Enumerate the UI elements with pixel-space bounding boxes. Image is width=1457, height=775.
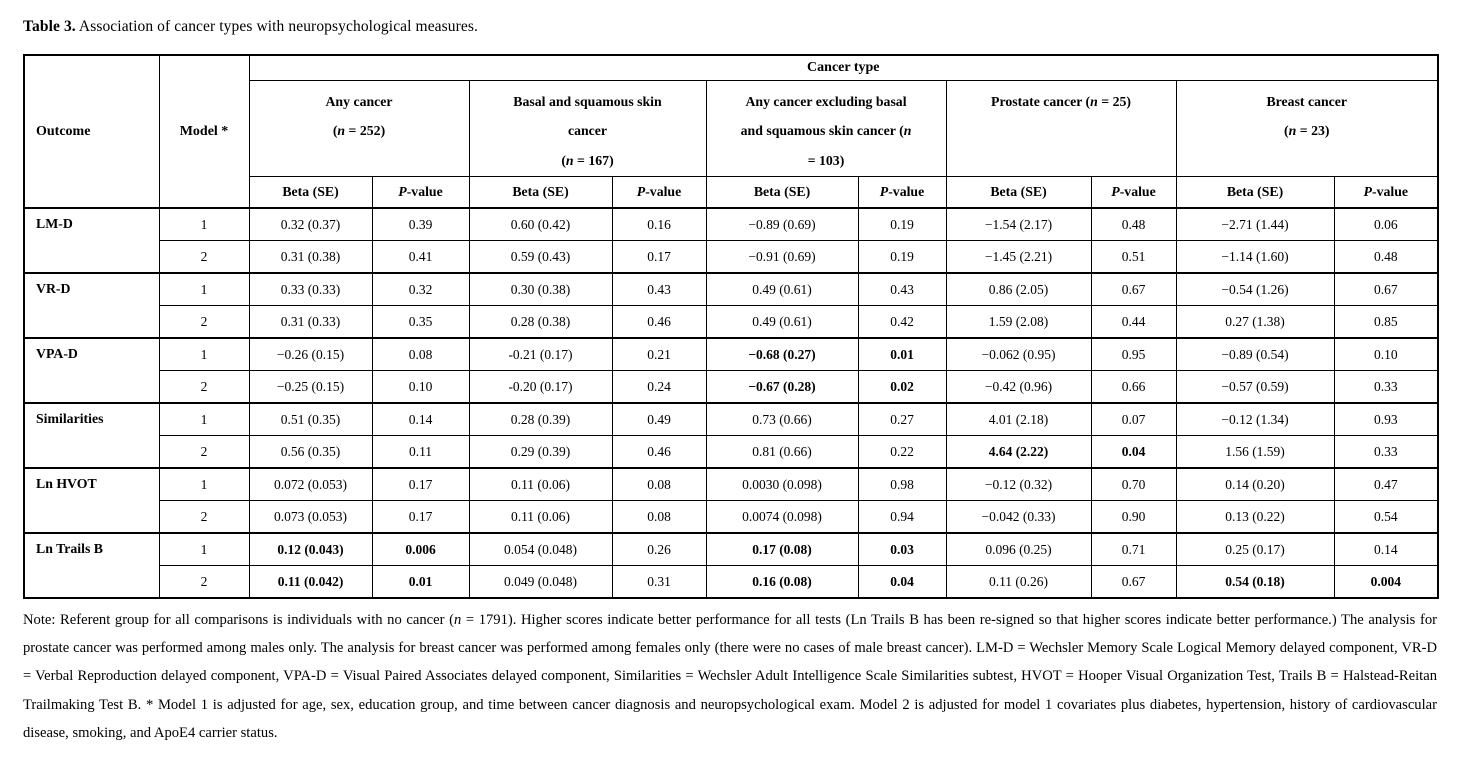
table-row-vr-d-model-2 — [24, 306, 1438, 339]
beta-cell-prostate-cancer: 0.096 (0.25) — [946, 533, 1091, 566]
beta-cell-prostate-cancer: 4.01 (2.18) — [946, 403, 1091, 436]
p-value-cell-any-cancer-excluding-basal-squamous: 0.42 — [858, 306, 946, 339]
outcome-label-lm-d: LM-D — [24, 208, 159, 273]
p-value-cell-breast-cancer: 0.10 — [1334, 338, 1438, 371]
p-value-cell-breast-cancer: 0.93 — [1334, 403, 1438, 436]
beta-cell-breast-cancer: 0.54 (0.18) — [1176, 566, 1334, 599]
table-row-ln-trails-b-model-2 — [24, 566, 1438, 599]
beta-cell-any-cancer: 0.31 (0.33) — [249, 306, 372, 339]
p-value-cell-prostate-cancer: 0.04 — [1091, 436, 1176, 469]
p-value-cell-any-cancer-excluding-basal-squamous: 0.27 — [858, 403, 946, 436]
beta-cell-basal-squamous-skin-cancer: 0.049 (0.048) — [469, 566, 612, 599]
beta-cell-any-cancer-excluding-basal-squamous: −0.89 (0.69) — [706, 208, 858, 241]
p-value-cell-any-cancer-excluding-basal-squamous: 0.43 — [858, 273, 946, 306]
p-value-cell-breast-cancer: 0.85 — [1334, 306, 1438, 339]
model-column-header: Model * — [159, 55, 249, 208]
model-number: 2 — [159, 501, 249, 534]
beta-cell-breast-cancer: −0.57 (0.59) — [1176, 371, 1334, 404]
model-number: 1 — [159, 403, 249, 436]
model-number: 2 — [159, 306, 249, 339]
p-value-cell-breast-cancer: 0.54 — [1334, 501, 1438, 534]
p-value-cell-basal-squamous-skin-cancer: 0.08 — [612, 468, 706, 501]
beta-se-header-any-cancer-excluding-basal-squamous: Beta (SE) — [706, 176, 858, 208]
p-value-cell-breast-cancer: 0.48 — [1334, 241, 1438, 274]
p-value-cell-any-cancer: 0.39 — [372, 208, 469, 241]
p-value-cell-any-cancer-excluding-basal-squamous: 0.19 — [858, 208, 946, 241]
beta-cell-prostate-cancer: −1.45 (2.21) — [946, 241, 1091, 274]
p-value-cell-basal-squamous-skin-cancer: 0.08 — [612, 501, 706, 534]
outcome-label-vr-d: VR-D — [24, 273, 159, 338]
beta-cell-basal-squamous-skin-cancer: 0.60 (0.42) — [469, 208, 612, 241]
p-value-cell-breast-cancer: 0.06 — [1334, 208, 1438, 241]
beta-cell-breast-cancer: 0.25 (0.17) — [1176, 533, 1334, 566]
p-value-cell-any-cancer: 0.01 — [372, 566, 469, 599]
p-value-cell-prostate-cancer: 0.51 — [1091, 241, 1176, 274]
p-value-header-basal-squamous-skin-cancer: P-value — [612, 176, 706, 208]
column-group-breast-cancer: Breast cancer (n = 23) — [1176, 80, 1438, 176]
beta-cell-any-cancer: −0.25 (0.15) — [249, 371, 372, 404]
cancer-type-header: Cancer type — [249, 55, 1438, 80]
beta-cell-any-cancer: 0.32 (0.37) — [249, 208, 372, 241]
beta-cell-breast-cancer: −0.89 (0.54) — [1176, 338, 1334, 371]
beta-cell-basal-squamous-skin-cancer: 0.11 (0.06) — [469, 468, 612, 501]
p-value-cell-any-cancer: 0.14 — [372, 403, 469, 436]
model-number: 1 — [159, 208, 249, 241]
beta-cell-basal-squamous-skin-cancer: 0.29 (0.39) — [469, 436, 612, 469]
beta-cell-any-cancer: 0.072 (0.053) — [249, 468, 372, 501]
p-value-cell-breast-cancer: 0.33 — [1334, 436, 1438, 469]
table-body — [24, 208, 1438, 598]
beta-cell-any-cancer: 0.31 (0.38) — [249, 241, 372, 274]
beta-cell-any-cancer: 0.56 (0.35) — [249, 436, 372, 469]
p-value-cell-basal-squamous-skin-cancer: 0.46 — [612, 436, 706, 469]
p-value-cell-any-cancer: 0.006 — [372, 533, 469, 566]
beta-cell-breast-cancer: 0.27 (1.38) — [1176, 306, 1334, 339]
outcome-label-ln-trails-b: Ln Trails B — [24, 533, 159, 598]
p-value-cell-prostate-cancer: 0.48 — [1091, 208, 1176, 241]
beta-cell-breast-cancer: −0.12 (1.34) — [1176, 403, 1334, 436]
table-row-ln-trails-b-model-1 — [24, 533, 1438, 566]
column-group-basal-squamous-skin-cancer: Basal and squamous skin cancer (n = 167) — [469, 80, 706, 176]
outcome-column-header: Outcome — [24, 55, 159, 208]
p-value-header-prostate-cancer: P-value — [1091, 176, 1176, 208]
beta-cell-any-cancer: −0.26 (0.15) — [249, 338, 372, 371]
p-value-cell-prostate-cancer: 0.66 — [1091, 371, 1176, 404]
p-value-cell-basal-squamous-skin-cancer: 0.24 — [612, 371, 706, 404]
model-number: 1 — [159, 273, 249, 306]
p-value-cell-any-cancer: 0.08 — [372, 338, 469, 371]
beta-cell-basal-squamous-skin-cancer: 0.30 (0.38) — [469, 273, 612, 306]
p-value-cell-breast-cancer: 0.004 — [1334, 566, 1438, 599]
p-value-cell-basal-squamous-skin-cancer: 0.21 — [612, 338, 706, 371]
p-value-cell-any-cancer: 0.10 — [372, 371, 469, 404]
model-number: 1 — [159, 533, 249, 566]
outcome-label-vpa-d: VPA-D — [24, 338, 159, 403]
p-value-header-breast-cancer: P-value — [1334, 176, 1438, 208]
p-value-cell-breast-cancer: 0.67 — [1334, 273, 1438, 306]
p-value-cell-basal-squamous-skin-cancer: 0.49 — [612, 403, 706, 436]
p-value-cell-basal-squamous-skin-cancer: 0.31 — [612, 566, 706, 599]
p-value-cell-any-cancer-excluding-basal-squamous: 0.98 — [858, 468, 946, 501]
beta-cell-prostate-cancer: −0.042 (0.33) — [946, 501, 1091, 534]
p-value-cell-any-cancer: 0.32 — [372, 273, 469, 306]
p-value-cell-any-cancer-excluding-basal-squamous: 0.03 — [858, 533, 946, 566]
model-number: 2 — [159, 241, 249, 274]
beta-cell-any-cancer-excluding-basal-squamous: 0.0074 (0.098) — [706, 501, 858, 534]
beta-cell-breast-cancer: 0.14 (0.20) — [1176, 468, 1334, 501]
beta-se-header-any-cancer: Beta (SE) — [249, 176, 372, 208]
p-value-cell-prostate-cancer: 0.71 — [1091, 533, 1176, 566]
table-header — [24, 55, 1438, 208]
p-value-cell-basal-squamous-skin-cancer: 0.46 — [612, 306, 706, 339]
model-number: 1 — [159, 468, 249, 501]
p-value-cell-basal-squamous-skin-cancer: 0.26 — [612, 533, 706, 566]
results-table — [23, 54, 1439, 599]
table-row-vpa-d-model-2 — [24, 371, 1438, 404]
p-value-header-any-cancer-excluding-basal-squamous: P-value — [858, 176, 946, 208]
column-group-any-cancer: Any cancer (n = 252) — [249, 80, 469, 176]
column-group-any-cancer-excluding-basal-squamous: Any cancer excluding basal and squamous skin cancer (n = 103) — [706, 80, 946, 176]
beta-cell-breast-cancer: −2.71 (1.44) — [1176, 208, 1334, 241]
table-note: Note: Referent group for all comparisons is individuals with no cancer (n = 1791). Higher scores indicate better performance for all tests (Ln Trails B has been re-signed so that higher scores indicate better performance.) The analysis for prostate cancer was performed among males only. The analysis for breast cancer was performed among females only (there were no cases of male breast cancer). LM-D = Wechsler Memory Scale Logical Memory delayed component, VR-D = Verbal Reproduction delayed component, VPA-D = Visual Paired Associates delayed component, Similarities = Wechsler Adult Intelligence Scale Similarities subtest, HVOT = Hooper Visual Organization Test, Trails B = Halstead-Reitan Trailmaking Test B. * Model 1 is adjusted for age, sex, education group, and time between cancer diagnosis and neuropsychological exam. Model 2 is adjusted for model 1 covariates plus diabetes, hypertension, history of cardiovascular disease, smoking, and ApoE4 carrier status. — [23, 612, 1437, 741]
beta-cell-breast-cancer: −1.14 (1.60) — [1176, 241, 1334, 274]
beta-cell-prostate-cancer: −0.12 (0.32) — [946, 468, 1091, 501]
beta-cell-breast-cancer: −0.54 (1.26) — [1176, 273, 1334, 306]
beta-cell-any-cancer-excluding-basal-squamous: 0.17 (0.08) — [706, 533, 858, 566]
beta-cell-basal-squamous-skin-cancer: 0.054 (0.048) — [469, 533, 612, 566]
beta-cell-any-cancer-excluding-basal-squamous: 0.81 (0.66) — [706, 436, 858, 469]
beta-cell-prostate-cancer: −0.42 (0.96) — [946, 371, 1091, 404]
model-number: 1 — [159, 338, 249, 371]
beta-se-header-breast-cancer: Beta (SE) — [1176, 176, 1334, 208]
p-value-cell-any-cancer: 0.11 — [372, 436, 469, 469]
beta-cell-basal-squamous-skin-cancer: 0.59 (0.43) — [469, 241, 612, 274]
beta-cell-any-cancer-excluding-basal-squamous: 0.16 (0.08) — [706, 566, 858, 599]
beta-cell-any-cancer: 0.073 (0.053) — [249, 501, 372, 534]
beta-cell-basal-squamous-skin-cancer: 0.28 (0.39) — [469, 403, 612, 436]
p-value-cell-prostate-cancer: 0.67 — [1091, 273, 1176, 306]
beta-cell-prostate-cancer: 1.59 (2.08) — [946, 306, 1091, 339]
outcome-label-similarities: Similarities — [24, 403, 159, 468]
p-value-cell-any-cancer-excluding-basal-squamous: 0.04 — [858, 566, 946, 599]
beta-cell-any-cancer-excluding-basal-squamous: −0.91 (0.69) — [706, 241, 858, 274]
p-value-cell-basal-squamous-skin-cancer: 0.43 — [612, 273, 706, 306]
p-value-cell-breast-cancer: 0.47 — [1334, 468, 1438, 501]
beta-cell-prostate-cancer: 0.11 (0.26) — [946, 566, 1091, 599]
table-row-lm-d-model-2 — [24, 241, 1438, 274]
beta-cell-any-cancer-excluding-basal-squamous: 0.49 (0.61) — [706, 306, 858, 339]
table-caption: Association of cancer types with neuropsychological measures. — [75, 18, 478, 35]
p-value-cell-any-cancer: 0.17 — [372, 468, 469, 501]
header-row-cancer-type — [24, 55, 1438, 80]
beta-cell-breast-cancer: 1.56 (1.59) — [1176, 436, 1334, 469]
beta-cell-basal-squamous-skin-cancer: -0.20 (0.17) — [469, 371, 612, 404]
p-value-cell-any-cancer: 0.17 — [372, 501, 469, 534]
p-value-cell-prostate-cancer: 0.67 — [1091, 566, 1176, 599]
table-row-ln-hvot-model-1 — [24, 468, 1438, 501]
p-value-cell-any-cancer-excluding-basal-squamous: 0.22 — [858, 436, 946, 469]
p-value-cell-prostate-cancer: 0.90 — [1091, 501, 1176, 534]
model-number: 2 — [159, 371, 249, 404]
p-value-cell-any-cancer: 0.41 — [372, 241, 469, 274]
beta-cell-any-cancer-excluding-basal-squamous: 0.73 (0.66) — [706, 403, 858, 436]
beta-cell-any-cancer: 0.11 (0.042) — [249, 566, 372, 599]
table-row-similarities-model-1 — [24, 403, 1438, 436]
p-value-cell-prostate-cancer: 0.07 — [1091, 403, 1176, 436]
table-row-lm-d-model-1 — [24, 208, 1438, 241]
page-title — [23, 18, 1437, 36]
beta-cell-basal-squamous-skin-cancer: 0.28 (0.38) — [469, 306, 612, 339]
beta-cell-any-cancer-excluding-basal-squamous: 0.0030 (0.098) — [706, 468, 858, 501]
beta-cell-prostate-cancer: 4.64 (2.22) — [946, 436, 1091, 469]
p-value-cell-any-cancer: 0.35 — [372, 306, 469, 339]
model-number: 2 — [159, 566, 249, 599]
table-row-ln-hvot-model-2 — [24, 501, 1438, 534]
outcome-label-ln-hvot: Ln HVOT — [24, 468, 159, 533]
p-value-cell-prostate-cancer: 0.95 — [1091, 338, 1176, 371]
column-group-prostate-cancer: Prostate cancer (n = 25) — [946, 80, 1176, 176]
p-value-cell-breast-cancer: 0.14 — [1334, 533, 1438, 566]
p-value-cell-any-cancer-excluding-basal-squamous: 0.94 — [858, 501, 946, 534]
beta-cell-any-cancer-excluding-basal-squamous: 0.49 (0.61) — [706, 273, 858, 306]
beta-cell-any-cancer: 0.33 (0.33) — [249, 273, 372, 306]
beta-cell-breast-cancer: 0.13 (0.22) — [1176, 501, 1334, 534]
beta-cell-any-cancer: 0.12 (0.043) — [249, 533, 372, 566]
beta-cell-prostate-cancer: 0.86 (2.05) — [946, 273, 1091, 306]
p-value-cell-prostate-cancer: 0.44 — [1091, 306, 1176, 339]
beta-cell-basal-squamous-skin-cancer: -0.21 (0.17) — [469, 338, 612, 371]
table-number: Table 3. — [23, 18, 76, 35]
beta-se-header-prostate-cancer: Beta (SE) — [946, 176, 1091, 208]
p-value-cell-basal-squamous-skin-cancer: 0.17 — [612, 241, 706, 274]
beta-cell-prostate-cancer: −0.062 (0.95) — [946, 338, 1091, 371]
p-value-cell-any-cancer-excluding-basal-squamous: 0.19 — [858, 241, 946, 274]
p-value-header-any-cancer: P-value — [372, 176, 469, 208]
table-row-vpa-d-model-1 — [24, 338, 1438, 371]
beta-cell-any-cancer-excluding-basal-squamous: −0.67 (0.28) — [706, 371, 858, 404]
beta-cell-any-cancer: 0.51 (0.35) — [249, 403, 372, 436]
table-row-similarities-model-2 — [24, 436, 1438, 469]
beta-cell-basal-squamous-skin-cancer: 0.11 (0.06) — [469, 501, 612, 534]
p-value-cell-breast-cancer: 0.33 — [1334, 371, 1438, 404]
p-value-cell-any-cancer-excluding-basal-squamous: 0.02 — [858, 371, 946, 404]
beta-cell-any-cancer-excluding-basal-squamous: −0.68 (0.27) — [706, 338, 858, 371]
p-value-cell-any-cancer-excluding-basal-squamous: 0.01 — [858, 338, 946, 371]
table-row-vr-d-model-1 — [24, 273, 1438, 306]
model-number: 2 — [159, 436, 249, 469]
p-value-cell-prostate-cancer: 0.70 — [1091, 468, 1176, 501]
beta-cell-prostate-cancer: −1.54 (2.17) — [946, 208, 1091, 241]
beta-se-header-basal-squamous-skin-cancer: Beta (SE) — [469, 176, 612, 208]
p-value-cell-basal-squamous-skin-cancer: 0.16 — [612, 208, 706, 241]
